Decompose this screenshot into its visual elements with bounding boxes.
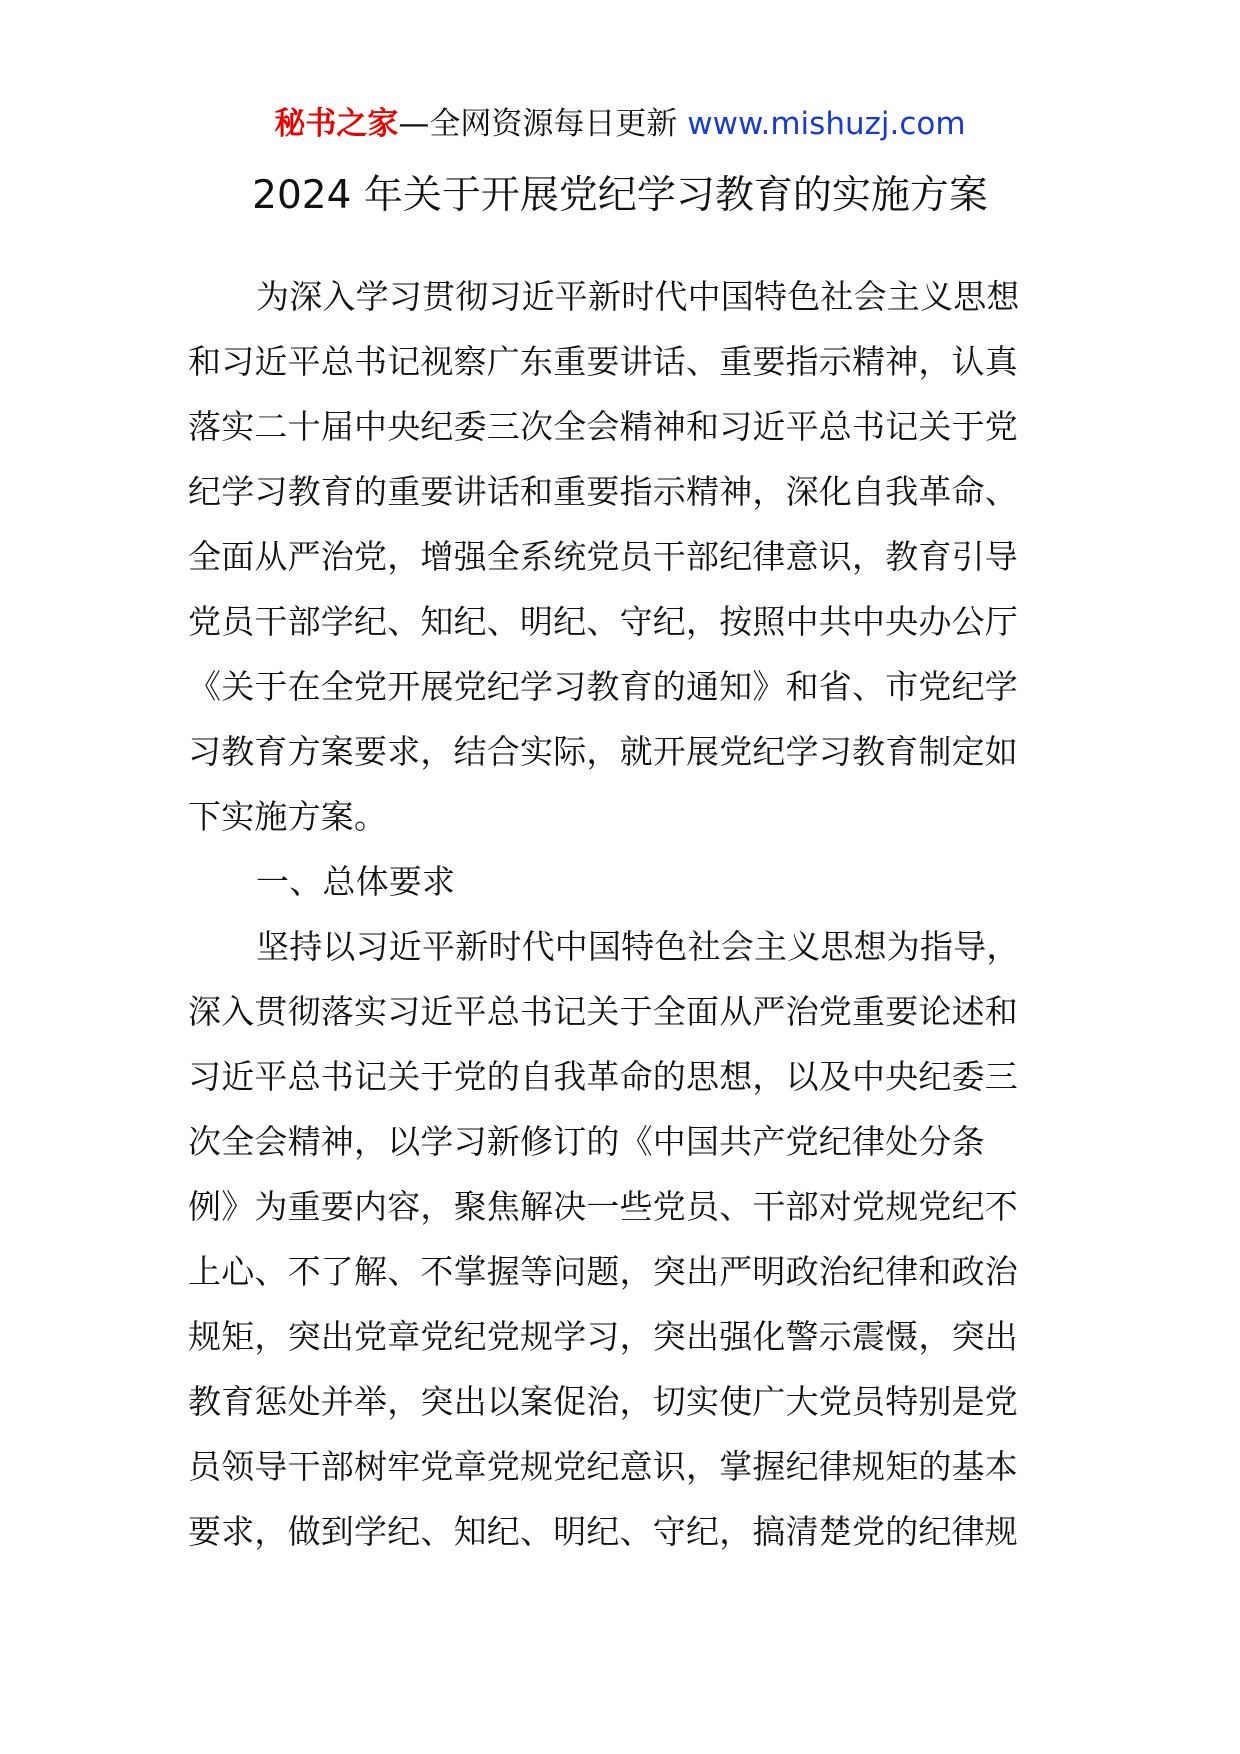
- site-url-link[interactable]: www.mishuzj.com: [687, 106, 966, 142]
- paragraph-line: 《关于在全党开展党纪学习教育的通知》和省、市党纪学: [188, 667, 1018, 706]
- paragraph-line: 要求，做到学纪、知纪、明纪、守纪，搞清楚党的纪律规: [188, 1512, 1018, 1551]
- paragraph-line: 例》为重要内容，聚焦解决一些党员、干部对党规党纪不: [188, 1187, 1018, 1226]
- paragraph-line: 坚持以习近平新时代中国特色社会主义思想为指导，: [256, 927, 1020, 966]
- paragraph-line: 上心、不了解、不掌握等问题，突出严明政治纪律和政治: [188, 1252, 1018, 1291]
- paragraph-line: 员领导干部树牢党章党规党纪意识，掌握纪律规矩的基本: [188, 1447, 1018, 1486]
- paragraph-line: 全面从严治党，增强全系统党员干部纪律意识，教育引导: [188, 537, 1018, 576]
- document-body: [188, 264, 1056, 1564]
- paragraph-line: 落实二十届中央纪委三次全会精神和习近平总书记关于党: [188, 407, 1018, 446]
- paragraph-line: 次全会精神，以学习新修订的《中国共产党纪律处分条: [188, 1122, 985, 1161]
- paragraph-line: 教育惩处并举，突出以案促治，切实使广大党员特别是党: [188, 1382, 1018, 1421]
- paragraph-line: 为深入学习贯彻习近平新时代中国特色社会主义思想: [256, 277, 1020, 316]
- paragraph-line: 党员干部学纪、知纪、明纪、守纪，按照中共中央办公厅: [188, 602, 1018, 641]
- site-tagline: —全网资源每日更新: [398, 106, 688, 142]
- paragraph-line: 纪学习教育的重要讲话和重要指示精神，深化自我革命、: [188, 472, 1018, 511]
- paragraph-line: 下实施方案。: [188, 797, 388, 836]
- section-heading: 一、总体要求: [256, 862, 456, 901]
- paragraph-line: 和习近平总书记视察广东重要讲话、重要指示精神，认真: [188, 342, 1018, 381]
- document-title: 2024 年关于开展党纪学习教育的实施方案: [252, 173, 988, 218]
- paragraph-line: 深入贯彻落实习近平总书记关于全面从严治党重要论述和: [188, 992, 1018, 1031]
- paragraph-line: 习近平总书记关于党的自我革命的思想，以及中央纪委三: [188, 1057, 1018, 1096]
- paragraph-line: 规矩，突出党章党纪党规学习，突出强化警示震慑，突出: [188, 1317, 1018, 1356]
- site-brand: 秘书之家: [274, 106, 399, 142]
- site-header: [0, 102, 1240, 146]
- paragraph-line: 习教育方案要求，结合实际，就开展党纪学习教育制定如: [188, 732, 1018, 771]
